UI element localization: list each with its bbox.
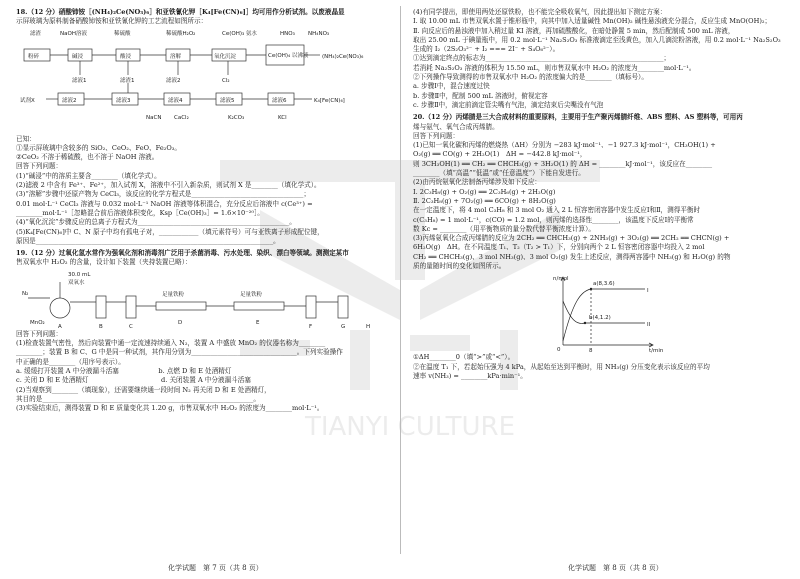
flow-box-label: 滤液6 bbox=[272, 97, 287, 104]
q20-line: 数 Kc = ________（用平衡物质的量分数代替平衡浓度计算）。 bbox=[413, 224, 595, 233]
q19-item: 回答下列问题： bbox=[16, 329, 63, 338]
flow-box-label: 滤液2 bbox=[62, 97, 77, 104]
x-tick-label: 8 bbox=[589, 348, 593, 354]
flow-svg bbox=[16, 27, 388, 135]
flow-label: 滤液2 bbox=[166, 77, 181, 84]
q19-item: 其目的是________________________________________________________________。 bbox=[16, 394, 260, 403]
q18-intro-line: 示屏玻璃为原料制备硝酸铈铵和亚铁氰化钾的工艺流程如图所示： bbox=[16, 17, 208, 26]
flow-label: 滤渣1 bbox=[120, 77, 135, 84]
point-label: b(4,1.2) bbox=[589, 315, 611, 322]
known-line: ②CeO₂ 不溶于稀硫酸，也不溶于 NaOH 溶液。 bbox=[16, 153, 159, 162]
q19-part4-line: (4)有同学提出，即使用两处还原铁粉，也不能完全吸收氧气，因此提出如下测定方案： bbox=[413, 8, 667, 16]
flow-box-label: 碱浸 bbox=[72, 53, 84, 60]
apparatus-label: C bbox=[129, 323, 133, 330]
apparatus-svg bbox=[16, 268, 388, 330]
apparatus-label: B bbox=[99, 323, 103, 330]
q19-intro-line: 售双氧水中 H₂O₂ 的含量，设计如下装置（夹持装置已略）： bbox=[16, 258, 192, 267]
process-flow-diagram bbox=[16, 27, 388, 135]
flow-label: 滤渣 bbox=[30, 30, 42, 37]
q19-item: c. 关闭 D 和 E 处酒精灯 d. 关闭装置 A 中分液漏斗活塞 bbox=[16, 376, 251, 385]
flow-label: Ce(OH)₃ 氨水 bbox=[222, 30, 257, 37]
flow-box-label: 氧化沉淀 bbox=[214, 53, 237, 60]
q18-item: ________mol·L⁻¹［忽略混合前后溶液体积变化，Ksp［Ce(OH)₃］= 1.6×10⁻²⁰］。 bbox=[16, 208, 264, 217]
q19-item: 中正确的是________（用序号表示）。 bbox=[16, 357, 125, 366]
q19-intro-line: 19.（12 分）过氧化氢水常作为强氧化剂和消毒剂广泛用于杀菌消毒、污水处理、染织、漂白等领域。测测定某市 bbox=[16, 249, 349, 258]
q20-line: 6H₂O(g) ΔH。在不同温度 T₁、T₂（T₂ > T₁）下，分别向两个 2 L 恒容密闭容器中均投入 2 mol bbox=[413, 243, 705, 252]
y-axis-label: n/mol bbox=[553, 276, 569, 283]
apparatus-label: MnO₂ bbox=[30, 319, 45, 326]
flow-box-label: K₄[Fe(CN)₆] bbox=[314, 97, 345, 104]
graph-svg bbox=[413, 271, 785, 353]
apparatus-label: G bbox=[341, 323, 346, 330]
apparatus-label: 足量铁粉 bbox=[240, 291, 263, 298]
x-axis-label: t/min bbox=[649, 348, 664, 354]
q19-part4-line: a. 步骤Ⅰ中，混合速度过快 bbox=[413, 82, 490, 91]
q19-part4-line: 若消耗 Na₂S₂O₃ 溶液的体积为 15.50 mL，则市售双氧水中 H₂O₂ 的浓度为________mol·L⁻¹。 bbox=[413, 63, 696, 72]
q19-part4-line: c. 步骤Ⅱ中，滴定前滴定管尖嘴有气泡，滴定结束后尖嘴没有气泡 bbox=[413, 100, 604, 109]
q19-part4-line: b. 步骤Ⅱ中，配制 500 mL 溶液时，俯视定容 bbox=[413, 91, 548, 100]
q18-item: (5)K₄[Fe(CN)₆]中 C、N 原子中均有孤电子对，____________（填元素符号）可与亚铁离子形成配位键， bbox=[16, 227, 324, 236]
amount-time-graph bbox=[413, 271, 785, 353]
q19-item: ________；装置 B 和 C、G 中是同一种试剂，其作用分别为________________________________。下列实验操作 bbox=[16, 348, 343, 357]
apparatus-label: 双氧水 bbox=[68, 279, 85, 286]
curve-label: II bbox=[647, 322, 651, 329]
apparatus-label: A bbox=[58, 323, 62, 330]
known-line: 回答下列问题： bbox=[16, 162, 63, 171]
q20-line: 则 3CH₃OH(1) ══ CH₂ ══ CHCH₃(g) + 3H₂O(1) 的 ΔH = ________kJ·mol⁻¹，该反应在________ bbox=[413, 159, 713, 168]
flow-box-label: 试剂X bbox=[20, 97, 35, 104]
flow-box-label: 粉碎 bbox=[28, 53, 40, 60]
point-a bbox=[590, 288, 592, 290]
curve-label: I bbox=[647, 288, 649, 295]
origin-label: 0 bbox=[557, 347, 561, 354]
q20-line: Ⅰ. 2C₃H₈(g) + O₂(g) ══ 2C₃H₆(g) + 2H₂O(g) bbox=[413, 187, 556, 196]
q20-line: 回答下列问题： bbox=[413, 131, 460, 140]
q19-part4-line: Ⅱ. 向反应后的悬浊液中加入稍过量 KI 溶液，再加硫酸酸化，在暗处静置 5 min，然后配制成 500 mL 溶液， bbox=[413, 26, 735, 35]
apparatus-label: N₂ bbox=[22, 290, 29, 297]
known-line: ①显示屏玻璃中含较多的 SiO₂、CeO₂、FeO、Fe₂O₃。 bbox=[16, 143, 182, 152]
q18-item: (2)滤液 2 中含有 Fe³⁺、Fe²⁺，加入试剂 X，溶液中不引入新杂质，则试剂 X 是________（填化学式）。 bbox=[16, 181, 321, 190]
apparatus-label: E bbox=[256, 319, 260, 326]
apparatus-label: 30.0 mL bbox=[68, 271, 91, 278]
apparatus-label: 足量铁粉 bbox=[162, 291, 185, 298]
point-label: a(8,3.6) bbox=[593, 281, 615, 288]
q18-intro-line: 18.（12 分）硝酸铈铵［(NH₄)₂Ce(NO₃)₆］和亚铁氰化钾［K₄[Fe(CN)₆]］均可用作分析试剂。以废液晶显 bbox=[16, 8, 345, 16]
flow-box-label: 溶解 bbox=[170, 53, 182, 60]
q20-line: CH₂ ══ CHCH₃(g)、3 mol NH₃(g)、3 mol O₂(g) 发生上述反应，测得两容器中 NH₃(g) 和 H₂O(g) 的物 bbox=[413, 252, 731, 261]
q18-item: (1)“碱浸”中的溶质主要含________（填化学式）。 bbox=[16, 171, 161, 180]
q19-part4-line: 生成的 I₂（2S₂O₃²⁻ + I₂ === 2I⁻ + S₄O₆²⁻）。 bbox=[413, 45, 560, 54]
left-column bbox=[16, 8, 388, 413]
q20-line: (1)已知一氧化碳和丙烯的燃烧热（ΔH）分别为 −283 kJ·mol⁻¹、−1 927.3 kJ·mol⁻¹，CH₃OH(1) + bbox=[413, 141, 716, 150]
q20-line: Ⅱ. 2C₃H₈(g) + 7O₂(g) ══ 6CO(g) + 8H₂O(g) bbox=[413, 196, 556, 205]
q18-item: (3)“溶解”步骤中还原产物为 CeCl₃，该反应的化学方程式是__________________________________； bbox=[16, 190, 311, 199]
flow-label: 稀硫酸H₂O₂ bbox=[166, 30, 196, 37]
q20-tail-line: ①ΔH________0（填“>”或“<”）。 bbox=[413, 353, 515, 362]
apparatus-label: F bbox=[309, 323, 313, 330]
q19-item: a. 缓缓打开装置 A 中分液漏斗活塞 b. 点燃 D 和 E 处酒精灯 bbox=[16, 366, 232, 375]
column-divider bbox=[400, 6, 401, 554]
watermark-text: TIANYI CULTURE bbox=[304, 412, 516, 442]
q19-item: (3)实验结束后，测得装置 D 和 E 质量变化共 1.20 g，市售双氧水中 H₂O₂ 的浓度为________mol·L⁻¹。 bbox=[16, 404, 324, 413]
q20-tail-line: ②在温度 T₁ 下，若起始压强为 4 kPa，从起始至达到平衡时，用 NH₃(g) 分压变化表示该反应的平均 bbox=[413, 362, 710, 371]
page-footer-right: 化学试题 第 8 页（共 8 页） bbox=[568, 564, 663, 572]
flow-label: NaCN bbox=[146, 114, 162, 121]
q19-item: (1)检查装置气密性，然后向装置中通一定流速持续通入 N₂，装置 A 中盛放 MnO₂ 的仪器名称为________ bbox=[16, 339, 326, 348]
flow-label: NH₄NO₃ bbox=[308, 30, 330, 37]
flow-label: CaCl₂ bbox=[174, 114, 189, 121]
flow-box-label: Ce(OH)₄ 以沸液 bbox=[268, 52, 309, 59]
apparatus-diagram bbox=[16, 268, 388, 330]
q19-part4-line: ①达到滴定终点的标志为______________________________________________________； bbox=[413, 54, 671, 63]
q20-line: 烯与氨气、氧气合成丙烯腈。 bbox=[413, 122, 499, 131]
apparatus-label: D bbox=[178, 319, 183, 326]
flow-box-label: 滤液5 bbox=[220, 97, 235, 104]
flow-label: K₂CO₃ bbox=[228, 114, 245, 121]
page-footer-left: 化学试题 第 7 页（共 8 页） bbox=[168, 564, 263, 572]
flow-box-label: (NH₄)₂Ce(NO₃)₆ bbox=[322, 53, 364, 60]
q19-part4-line: Ⅰ. 取 10.00 mL 市售双氧水置于锥形瓶中，向其中加入适量碱性 Mn(OH)₂ 碱性悬浊液充分混合，反应生成 MnO(OH)₂； bbox=[413, 17, 772, 26]
apparatus-label: H bbox=[366, 323, 371, 330]
q20-line: (3)丙烯氨氧化合成丙烯腈的反应为 2CH₂ ══ CHCH₃(g) + 2NH₃(g) + 3O₂(g) ══ 2CH₂ ══ CHCN(g) + bbox=[413, 234, 730, 243]
flow-label: 滤液1 bbox=[72, 77, 87, 84]
q20-line: 在一定温度下，将 4 mol C₃H₈ 和 3 mol O₂ 通入 2 L 恒容密闭容器中发生反应Ⅰ和Ⅱ，测得平衡时 bbox=[413, 206, 701, 215]
point-b bbox=[584, 322, 586, 324]
flow-box-label: 滤液3 bbox=[116, 97, 131, 104]
flow-label: HNO₃ bbox=[280, 30, 295, 37]
q18-item: (4)“氧化沉淀”步骤反应的总离子方程式为______________________________________________。 bbox=[16, 218, 296, 227]
q20-line: c(C₃H₈) = 1 mol·L⁻¹，c(CO) = 1.2 mol，则丙烯的选择性________，该温度下反应Ⅰ的平衡常 bbox=[413, 215, 694, 224]
flow-box-label: 滤液4 bbox=[168, 97, 183, 104]
q19-part4-line: ②下列操作导致测得的市售双氧水中 H₂O₂ 的浓度偏大的是________（填标号）。 bbox=[413, 73, 648, 82]
q20-line: ________（填“高温”“低温”或“任意温度”）下能自发进行。 bbox=[413, 169, 585, 178]
flow-label: NaOH溶液 bbox=[60, 30, 87, 37]
q18-item: 原因是________________________________________________________________________。 bbox=[16, 236, 280, 245]
q19-item: (2)当观察到________（填现象），还需要继续通一段时间 N₂ 再关闭 D 和 E 处酒精灯， bbox=[16, 385, 271, 394]
flow-label: Cl₂ bbox=[222, 77, 230, 84]
known-line: 已知： bbox=[16, 134, 36, 143]
q18-item: 0.01 mol·L⁻¹ CeCl₃ 溶液与 0.032 mol·L⁻¹ NaOH 溶液等体积混合，充分反应后溶液中 c(Ce³⁺) = bbox=[16, 199, 313, 208]
q20-line: (2)由丙烷氨氧化法制备丙烯涉及如下反应： bbox=[413, 178, 542, 187]
right-column bbox=[413, 8, 785, 381]
q20-line: 质的量随时间的变化如图所示。 bbox=[413, 262, 506, 271]
q20-line: O₂(g) ══ CO(g) + 2H₂O(1) ΔH = −442.8 kJ·mol⁻¹， bbox=[413, 150, 587, 159]
flow-label: 稀硫酸 bbox=[114, 30, 131, 37]
q20-tail-line: 速率 v(NH₃) = ________kPa·min⁻¹。 bbox=[413, 371, 527, 380]
flow-box-label: 酸浸 bbox=[120, 53, 132, 60]
q19-part4-line: 取出 25.00 mL 于碘量瓶中，用 0.2 mol·L⁻¹ Na₂S₂O₃ 标准液滴定至浅黄色，加入几滴淀粉溶液，用 0.2 mol·L⁻¹ Na₂S₂O₃ bbox=[413, 35, 781, 44]
q20-line: 20.（12 分）丙烯腈是三大合成材料的重要原料，主要用于生产聚丙烯腈纤维、ABS 塑料、AS 塑料等，可用丙 bbox=[413, 113, 743, 122]
flow-label: KCl bbox=[278, 114, 287, 121]
